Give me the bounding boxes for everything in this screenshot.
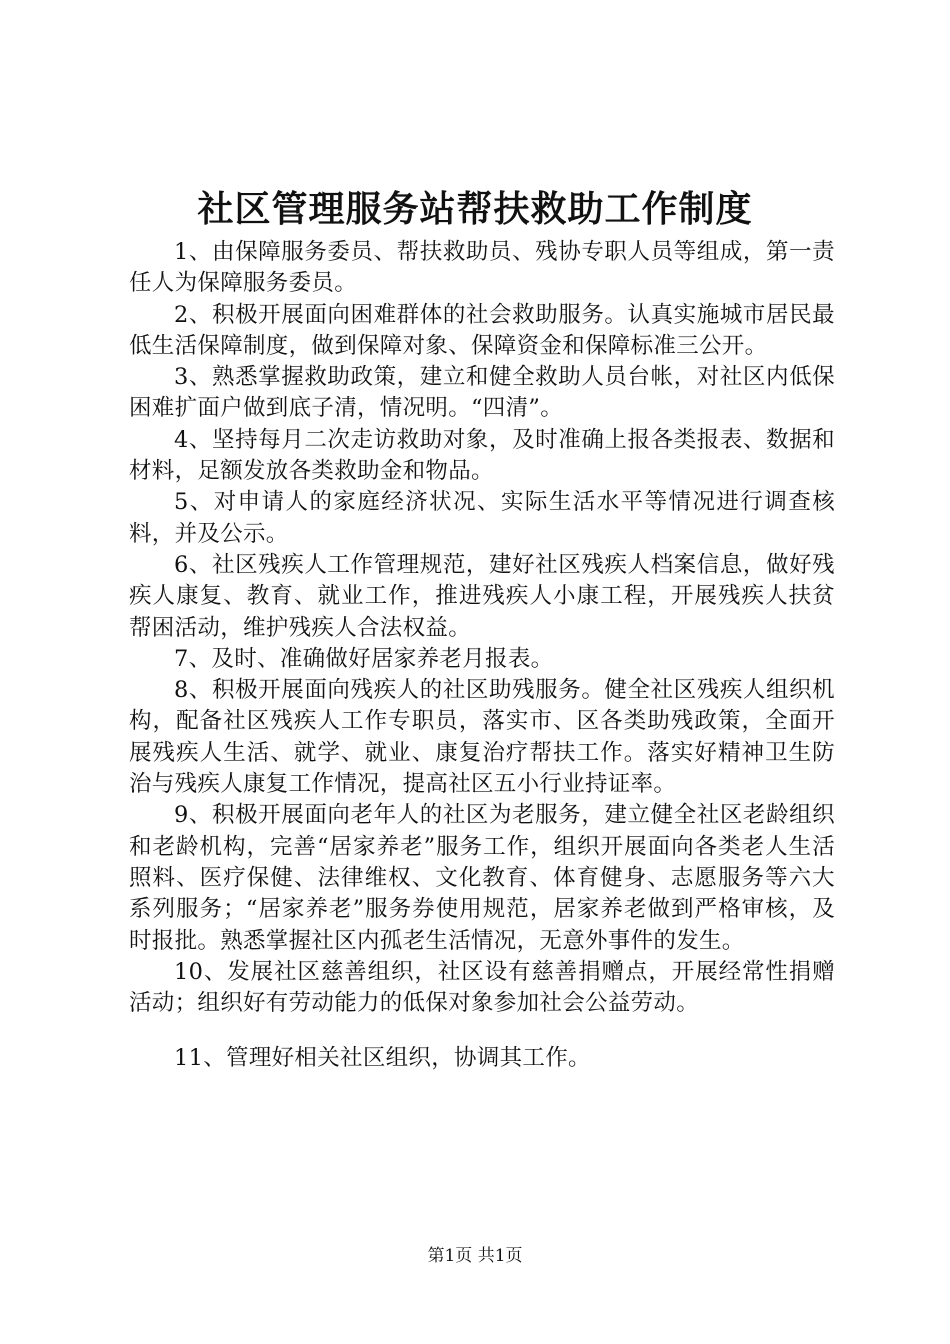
paragraph-9: 9、积极开展面向老年人的社区为老服务，建立健全社区老龄组织和老龄机构，完善“居家养老”服务工作，组织开展面向各类老人生活照料、医疗保健、法律维权、文化教育、体育健身、志愿服务等六大系列服务；“居家养老”服务券使用规范，居家养老做到严格审核，及时报批。熟悉掌握社区内孤老生活情况，无意外事件的发生。 [129, 802, 835, 954]
paragraph-11: 11、管理好相关社区组织，协调其工作。 [174, 1045, 591, 1072]
paragraph-5: 5、对申请人的家庭经济状况、实际生活水平等情况进行调查核料，并及公示。 [129, 489, 835, 547]
page-number-footer: 第1页 共1页 [427, 1246, 523, 1266]
paragraph-2: 2、积极开展面向困难群体的社会救助服务。认真实施城市居民最低生活保障制度，做到保障对象、保障资金和保障标准三公开。 [129, 301, 835, 359]
paragraph-1: 1、由保障服务委员、帮扶救助员、残协专职人员等组成，第一责任人为保障服务委员。 [129, 239, 835, 297]
paragraph-8: 8、积极开展面向残疾人的社区助残服务。健全社区残疾人组织机构，配备社区残疾人工作专职员，落实市、区各类助残政策，全面开展残疾人生活、就学、就业、康复治疗帮扶工作。落实好精神卫生防治与残疾人康复工作情况，提高社区五小行业持证率。 [129, 677, 835, 798]
document-body [129, 237, 835, 1075]
paragraph-10: 10、发展社区慈善组织，社区设有慈善捐赠点，开展经常性捐赠活动；组织好有劳动能力的低保对象参加社会公益劳动。 [129, 958, 835, 1017]
paragraph-6: 6、社区残疾人工作管理规范，建好社区残疾人档案信息，做好残疾人康复、教育、就业工作，推进残疾人小康工程，开展残疾人扶贫帮困活动，维护残疾人合法权益。 [129, 551, 835, 641]
document-title: 社区管理服务站帮扶救助工作制度 [197, 188, 753, 230]
paragraph-7: 7、及时、准确做好居家养老月报表。 [174, 645, 554, 672]
paragraph-3: 3、熟悉掌握救助政策，建立和健全救助人员台帐，对社区内低保困难扩面户做到底子清，情况明。“四清”。 [129, 364, 835, 422]
paragraph-4: 4、坚持每月二次走访救助对象，及时准确上报各类报表、数据和材料，足额发放各类救助金和物品。 [129, 426, 835, 485]
